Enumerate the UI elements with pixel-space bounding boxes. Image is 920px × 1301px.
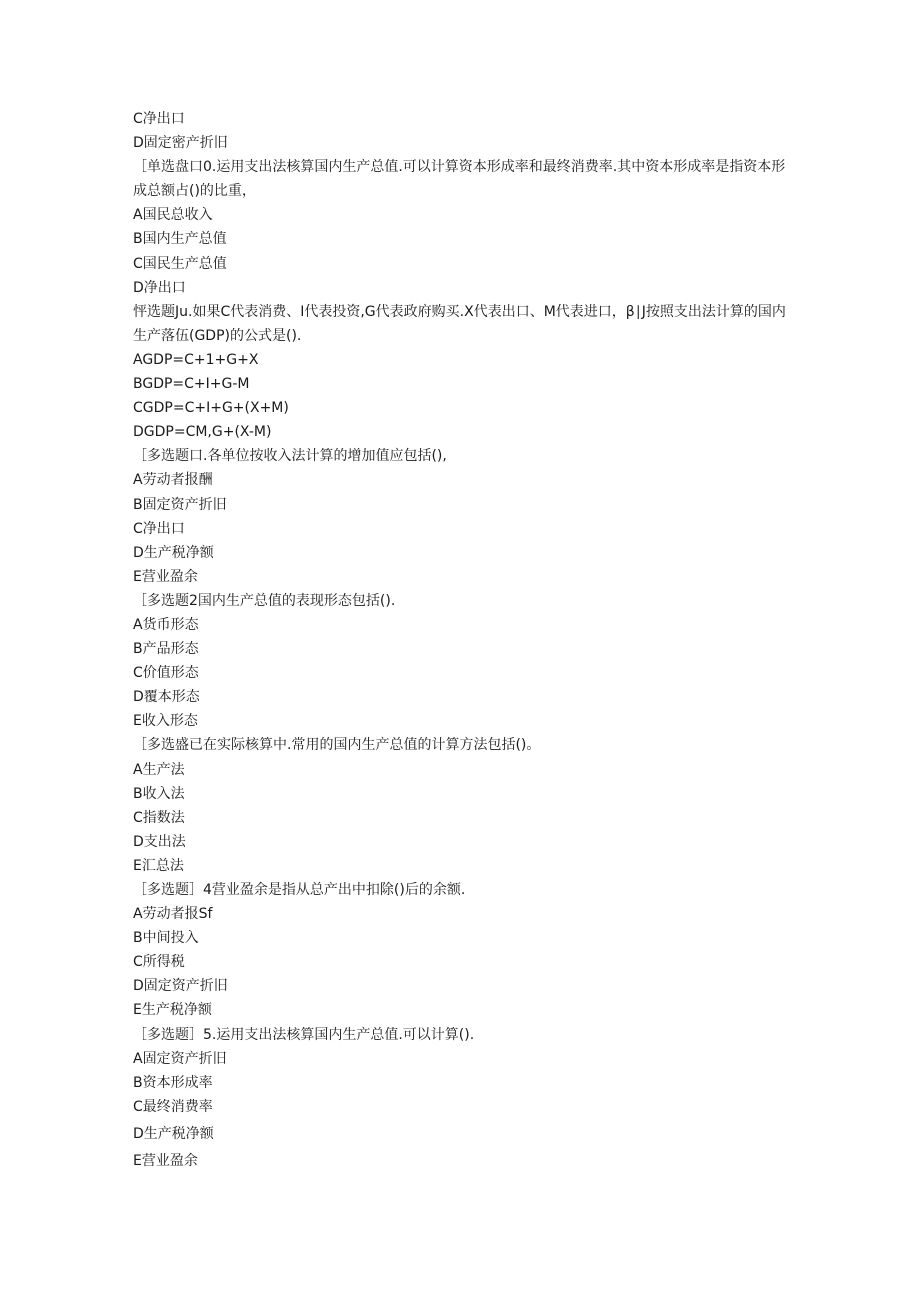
option-text: E汇总法 [133, 857, 184, 874]
option-text: A国民总收入 [133, 207, 213, 224]
question-text: ［单选盘口0.运用支出法核算国内生产总值.可以计算资本形成率和最终消费率.其中资本形成率是指资本形成总额占()的比重， [133, 159, 786, 200]
option-text: AGDP=C+1+G+X [133, 351, 259, 368]
option-text: CGDP=C+I+G+(X+M) [133, 400, 289, 417]
option-text: A劳动者报酬 [133, 472, 213, 489]
question-text: ［多选题］4营业盈余是指从总产出中扣除()后的余额. [133, 882, 466, 898]
option-text: C所得税 [133, 954, 185, 971]
option-text: D生产税净额 [133, 544, 214, 561]
option-text: C价值形态 [133, 665, 199, 682]
option-text: D覆本形态 [133, 689, 200, 706]
question-text: ［多选题］5.运用支出法核算国内生产总值.可以计算(). [133, 1026, 475, 1043]
option-text: A生产法 [133, 761, 185, 778]
option-text: C指数法 [133, 809, 185, 826]
option-text: BGDP=C+I+G-M [133, 376, 250, 393]
option-text: DGDP=CM,G+(X-M) [133, 424, 272, 441]
question-text: 怦选题Ju.如果C代表消费、I代表投资,G代表政府购买.X代表出口、M代表进口，β∣J按照支出法计算的国内生产落伍(GDP)的公式是(). [133, 303, 786, 344]
option-text: C国民生产总值 [133, 255, 227, 272]
option-text: B产品形态 [133, 641, 199, 658]
question-text: ［多选题口.各单位按收入法计算的增加值应包括(), [133, 448, 447, 465]
question-text: ［多选题2国内生产总值的表现形态包括(). [133, 592, 396, 609]
option-text: B固定资产折旧 [133, 496, 227, 513]
option-text: E收入形态 [133, 713, 198, 730]
option-text: B收入法 [133, 785, 185, 802]
option-text: A货币形态 [133, 616, 199, 633]
option-text: D固定资产折旧 [133, 978, 228, 995]
option-text: D支出法 [133, 833, 186, 850]
option-text: B国内生产总值 [133, 231, 227, 248]
option-text: D固定密产折旧 [133, 135, 228, 152]
document-body [133, 107, 793, 1173]
option-text: C净出口 [133, 520, 185, 537]
option-text: E生产税净额 [133, 1002, 212, 1019]
option-text: C最终消费率 [133, 1098, 213, 1115]
option-text: B资本形成率 [133, 1074, 213, 1091]
option-text: D净出口 [133, 279, 186, 296]
option-text: C净出口 [133, 111, 185, 127]
option-text: A劳动者报Sf [133, 906, 213, 923]
question-text: ［多选盛已在实际核算中.常用的国内生产总值的计算方法包括()。 [133, 737, 541, 754]
option-text: B中间投入 [133, 930, 199, 947]
option-text: E营业盈余 [133, 568, 198, 585]
option-text: A固定资产折旧 [133, 1050, 227, 1067]
option-text: D生产税净额 [133, 1125, 214, 1142]
option-text: E营业盈余 [133, 1153, 198, 1170]
